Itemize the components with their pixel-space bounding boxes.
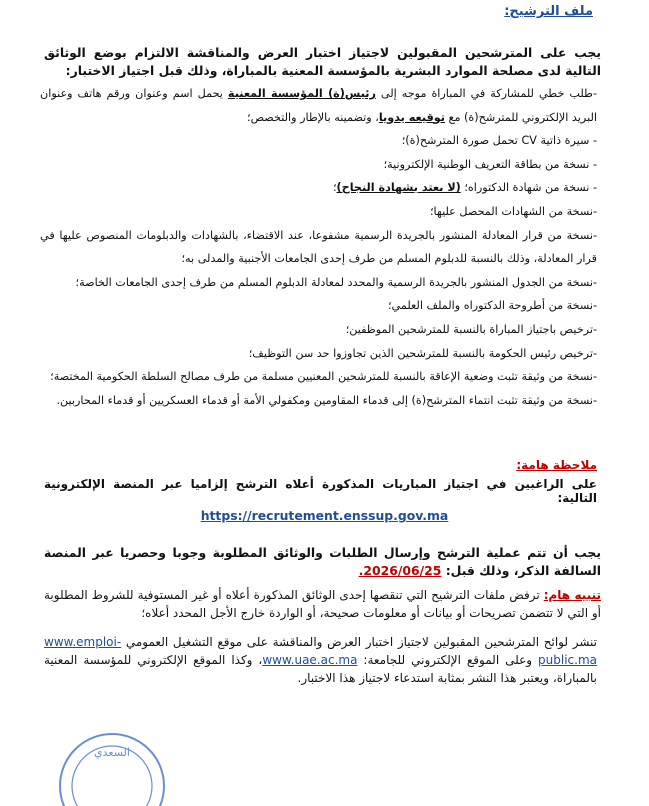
list-item: -طلب خطي للمشاركة في المباراة موجه إلى رئيس(ة) المؤسسة المعنية يحمل اسم وعنوان ورقم هاتف وعنوان البريد الإلكتروني للمترشح(ة) مع توقيعه يدويا، وتضمينه بالإطار والتخصص؛ bbox=[40, 87, 597, 124]
note-text: على الراغبين في اجتياز المباريات المذكورة أعلاه الترشح إلزاميا عبر المنصة الإلكترونية التالية: bbox=[44, 477, 597, 505]
warning-label: تنبيه هام: bbox=[543, 588, 601, 602]
list-item: -نسخة من الجدول المنشور بالجريدة الرسمية والمحدد لمعادلة الدبلوم المسلم من طرف إحدى الجامعات الخاصة؛ bbox=[75, 275, 597, 289]
emphasis-text: رئيس(ة) المؤسسة المعنية bbox=[227, 87, 376, 100]
intro-paragraph: يجب على المترشحين المقبولين لاجتياز اختبار العرض والمناقشة الالتزام بوضع الوثائق التالية لدى مصلحة الموارد البشرية بالمؤسسة المعنية بالمباراة، وذلك قبل اجتياز الاختبار: bbox=[44, 45, 601, 78]
list-item: -نسخة من الشهادات المحصل عليها؛ bbox=[429, 204, 597, 218]
list-item: -ترخيص رئيس الحكومة بالنسبة للمترشحين الذين تجاوزوا حد سن التوظيف؛ bbox=[248, 346, 597, 360]
warning-paragraph: تنبيه هام: ترفض ملفات الترشيح التي تنقصها إحدى الوثائق المذكورة أعلاه أو غير المستوفية للشروط المطلوبة أو التي لا تتضمن تصريحات أو بيانات أو معلومات صحيحة، أو الواردة خارج الأجل المحدد أعلاه؛ bbox=[44, 588, 601, 620]
emphasis-text: (لا يعتد بشهادة النجاح) bbox=[336, 181, 461, 195]
list-item: - سيرة ذاتية CV تحمل صورة المترشح(ة)؛ bbox=[401, 134, 597, 148]
university-link[interactable]: www.uae.ac.ma bbox=[262, 653, 358, 667]
documents-list bbox=[40, 82, 597, 412]
publication-paragraph: تنشر لوائح المترشحين المقبولين لاجتياز اختبار العرض والمناقشة على موقع التشغيل العمومي www.emploi-public.ma وعلى الموقع الإلكتروني للجامعة: www.uae.ac.ma، وكذا الموقع الإلكتروني للمؤسسة المعنية بالمباراة، ويعتبر هذا النشر بمثابة استدعاء لاجتياز هذا الاختبار. bbox=[44, 635, 597, 685]
stamp-text: السعدي bbox=[94, 746, 130, 759]
list-item: - نسخة من بطاقة التعريف الوطنية الإلكترونية؛ bbox=[383, 157, 597, 171]
platform-link[interactable]: https://recrutement.enssup.gov.ma bbox=[200, 508, 449, 523]
deadline-date: 2026/06/25. bbox=[358, 563, 442, 578]
list-item: - نسخة من شهادة الدكتوراه؛ (لا يعتد بشهادة النجاح)؛ bbox=[332, 181, 597, 195]
list-item: -نسخة من وثيقة تثبت انتماء المترشح(ة) إلى قدماء المقاومين ومكفولي الأمة أو قدماء العسكريين أو قدماء المحاربين. bbox=[56, 393, 597, 407]
list-item: -نسخة من قرار المعادلة المنشور بالجريدة الرسمية مشفوعا، عند الاقتضاء، بالشهادات والدبلومات المنصوص عليها في قرار المعادلة، وذلك بالنسبة للدبلوم المسلم من طرف إحدى الجامعات الأجنبية والمدلى به؛ bbox=[40, 228, 597, 266]
note-title: ملاحظة هامة: bbox=[516, 458, 597, 472]
list-item: -ترخيص باجتياز المباراة بالنسبة للمترشحين الموظفين؛ bbox=[345, 322, 597, 336]
section-title: ملف الترشيح: bbox=[504, 4, 593, 19]
emploi-public-link[interactable]: www.emploi-public.ma bbox=[44, 635, 597, 667]
emphasis-text: توقيعه يدويا bbox=[378, 110, 445, 124]
official-stamp bbox=[52, 726, 172, 806]
requirement-paragraph: يجب أن تتم عملية الترشح وإرسال الطلبات والوثائق المطلوبة وجوبا وحصريا عبر المنصة السالفة الذكر، وذلك قبل: 2026/06/25. bbox=[44, 545, 601, 578]
list-item: -نسخة من وثيقة تثبت وضعية الإعاقة بالنسبة للمترشحين المعنيين مسلمة من طرف مصالح السلطة الحكومية المختصة؛ bbox=[50, 370, 597, 384]
list-item: -نسخة من أطروحة الدكتوراه والملف العلمي؛ bbox=[387, 299, 597, 313]
